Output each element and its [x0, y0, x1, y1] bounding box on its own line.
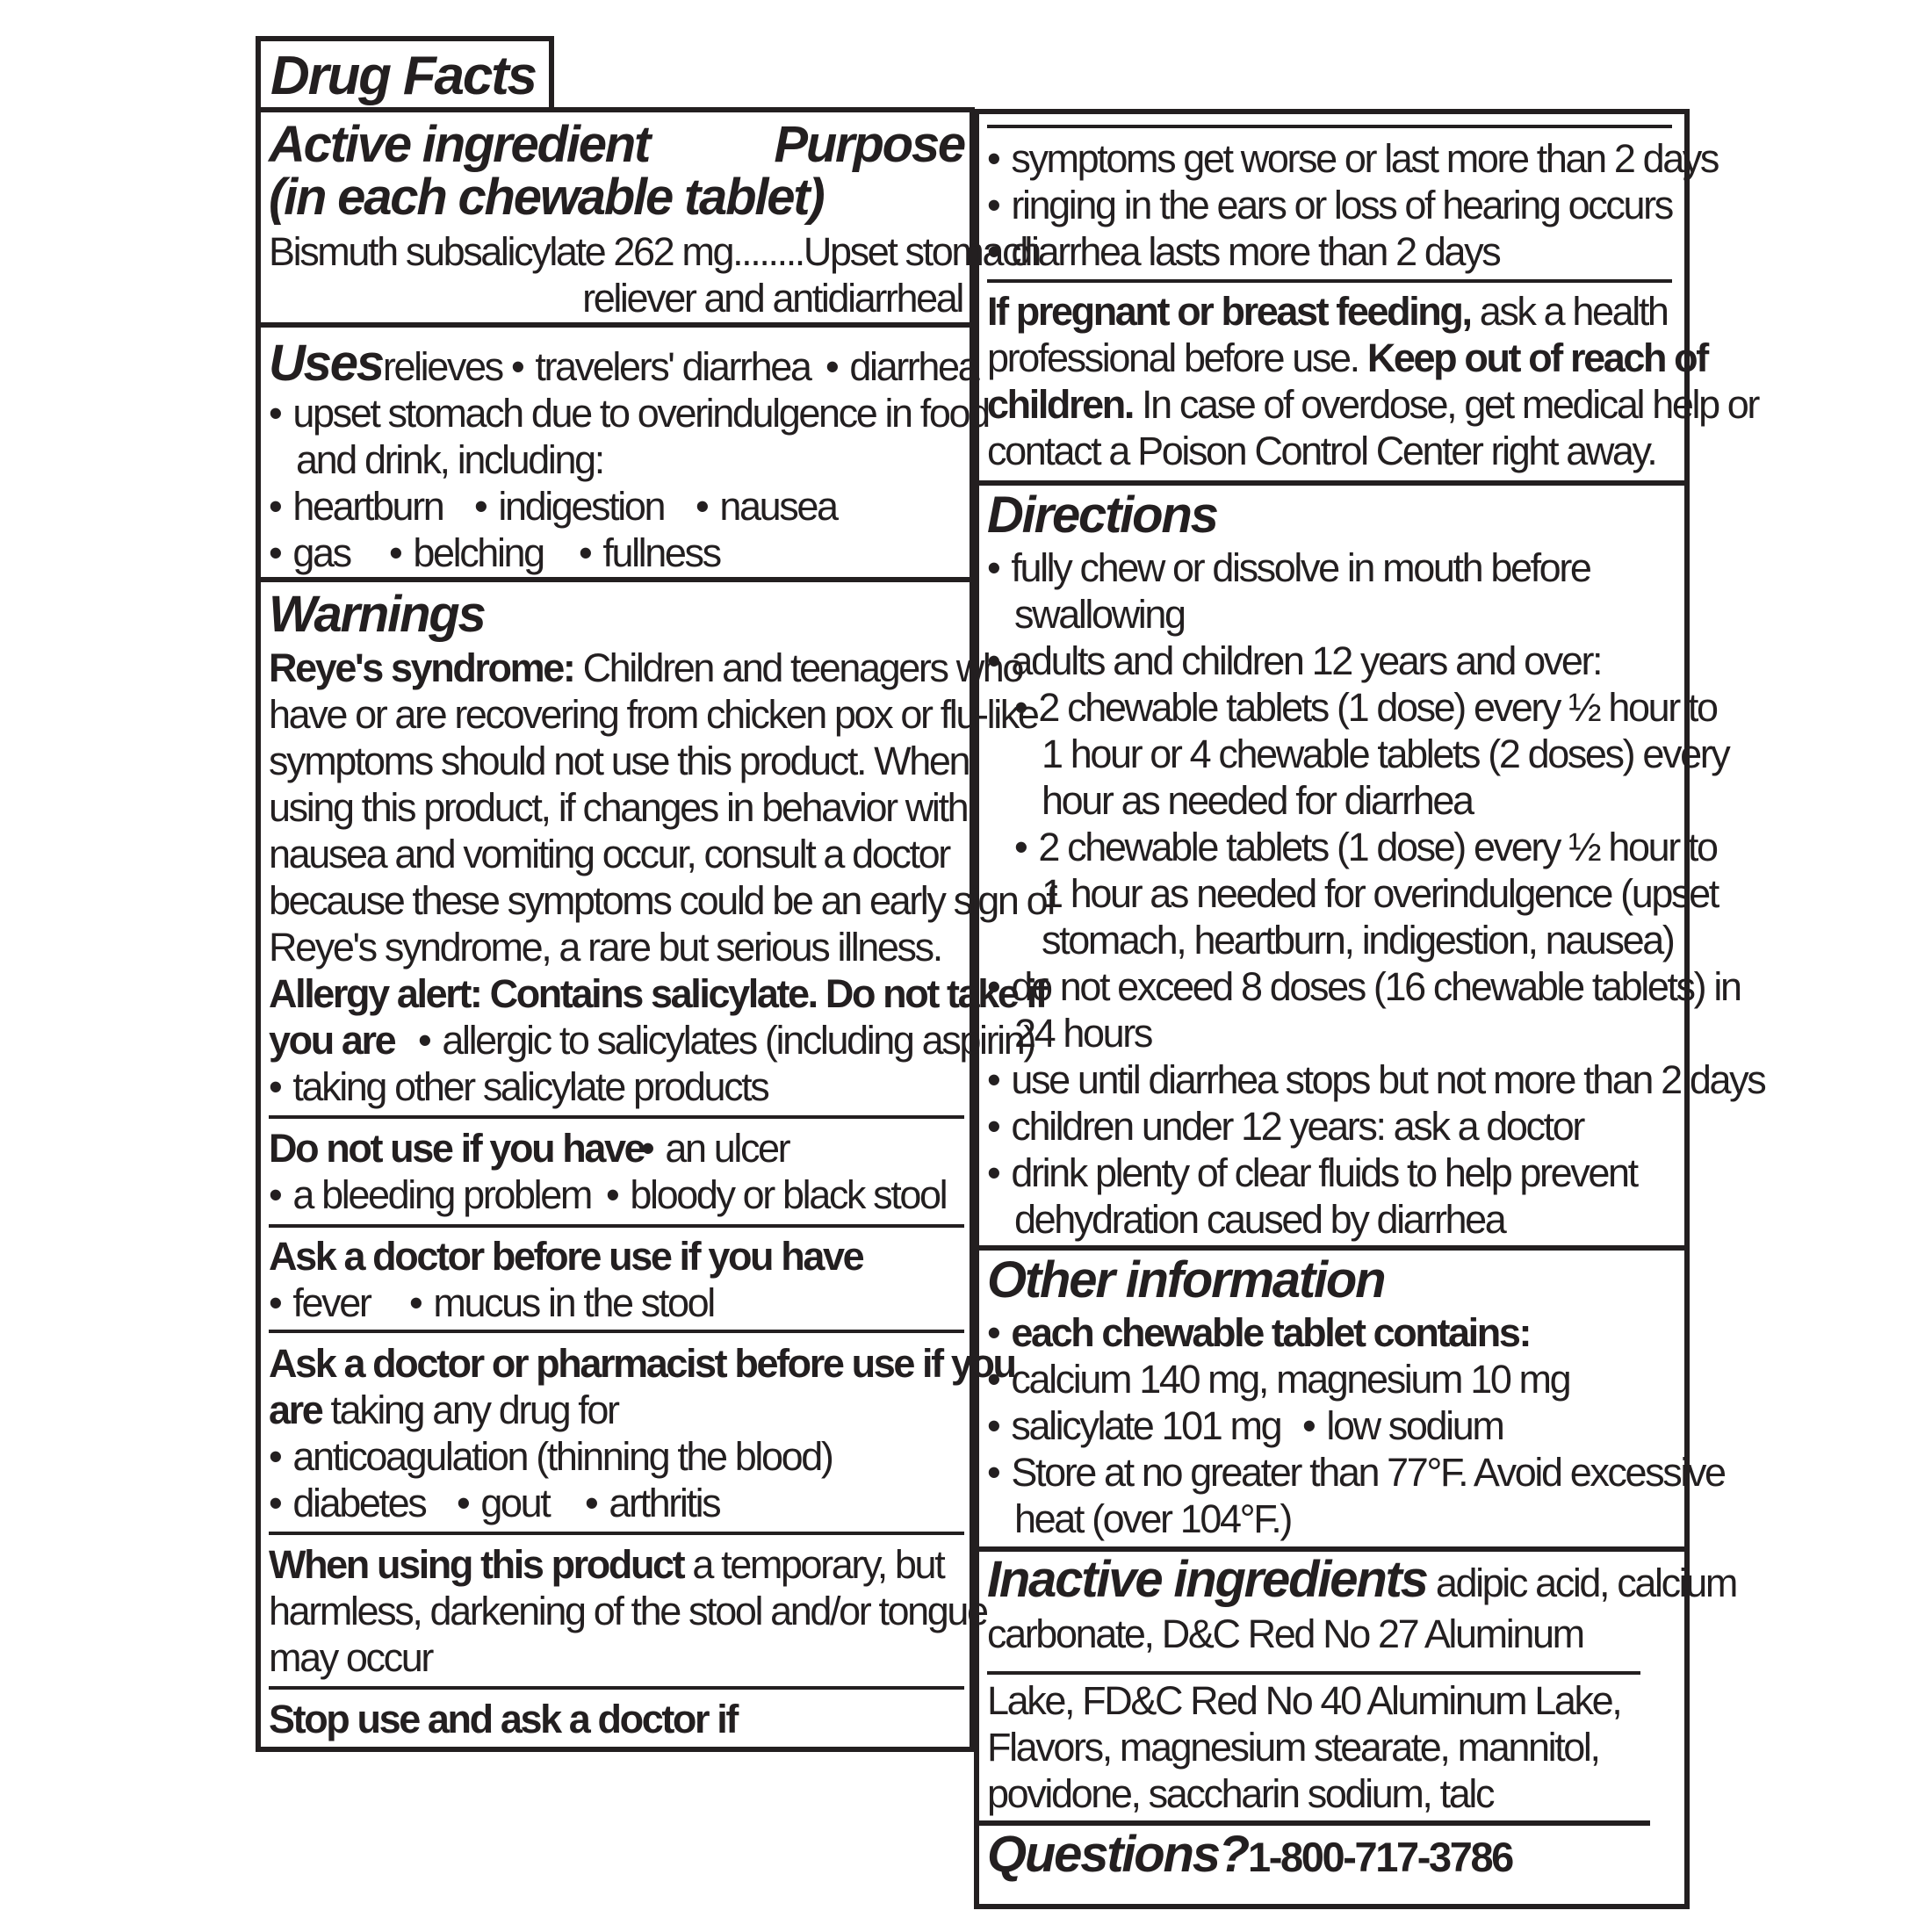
- donot-item3: • bloody or black stool: [606, 1171, 946, 1218]
- uses-item-upset-cont: and drink, including:: [296, 437, 603, 482]
- askdoc-label: Ask a doctor before use if you have: [269, 1234, 863, 1279]
- directions-line14: • drink plenty of clear fluids to help prevent: [987, 1150, 1637, 1196]
- other-line2: • calcium 140 mg, magnesium 10 mg: [987, 1356, 1569, 1402]
- directions-line6: hour as needed for diarrhea: [1042, 778, 1473, 823]
- reye-line7: Reye's syndrome, a rare but serious illness.: [269, 925, 941, 970]
- askpharm-label2: are: [269, 1388, 322, 1432]
- keep-text1: In case of overdose, get medical help or: [1142, 382, 1759, 427]
- keep-line2: contact a Poison Control Center right away.: [987, 429, 1656, 473]
- askpharm-item4: • arthritis: [585, 1480, 719, 1526]
- purpose-line: reliever and antidiarrheal: [582, 276, 962, 321]
- other-line4: • Store at no greater than 77°F. Avoid excessive: [987, 1449, 1725, 1496]
- when-line1: [269, 1541, 943, 1588]
- questions-phone: 1-800-717-3786: [1248, 1834, 1512, 1880]
- directions-line15: dehydration caused by diarrhea: [1014, 1197, 1505, 1242]
- askdoc-item2: • mucus in the stool: [409, 1280, 714, 1326]
- reye-text1: Children and teenagers who: [582, 645, 1023, 690]
- reye-line5: nausea and vomiting occur, consult a doctor: [269, 832, 949, 876]
- uses-sub-belching: • belching: [389, 530, 544, 576]
- directions-line7: • 2 chewable tablets (1 dose) every ½ hour to: [1014, 824, 1717, 870]
- askpharm-item1: • anticoagulation (thinning the blood): [269, 1433, 832, 1480]
- page-title: Drug Facts: [270, 46, 536, 106]
- reye-line4: using this product, if changes in behavior with: [269, 785, 968, 830]
- uses-sub-gas: • gas: [269, 530, 350, 576]
- keep-label2: children.: [987, 382, 1133, 427]
- questions-heading: Questions?: [987, 1826, 1249, 1883]
- preg-line1: [987, 288, 1668, 335]
- reye-line2: have or are recovering from chicken pox or flu-like: [269, 692, 1038, 737]
- directions-line3: • adults and children 12 years and over:: [987, 638, 1601, 684]
- questions-line: [987, 1826, 1512, 1883]
- when-label: When using this product: [269, 1542, 684, 1587]
- uses-sub-heartburn: • heartburn: [269, 483, 443, 530]
- directions-heading: Directions: [987, 487, 1217, 544]
- directions-line4: • 2 chewable tablets (1 dose) every ½ hour to: [1014, 684, 1717, 731]
- divider-inactive-mid: [987, 1671, 1640, 1675]
- directions-line2: swallowing: [1014, 592, 1185, 637]
- uses-heading: Uses: [269, 335, 383, 392]
- other-line3b: • low sodium: [1302, 1402, 1503, 1449]
- reye-label: Reye's syndrome:: [269, 645, 574, 690]
- inactive-line2: carbonate, D&C Red No 27 Aluminum: [987, 1611, 1583, 1656]
- askpharm-text: taking any drug for: [330, 1388, 618, 1432]
- allergy-line2: you are: [269, 1018, 395, 1063]
- active-heading: Active ingredient: [269, 116, 650, 173]
- allergy-item2: • taking other salicylate products: [269, 1063, 768, 1110]
- allergy-line1: Allergy alert: Contains salicylate. Do not take if: [269, 971, 1047, 1016]
- askpharm-item2: • diabetes: [269, 1480, 425, 1526]
- stop-item3: • diarrhea lasts more than 2 days: [987, 228, 1499, 275]
- other-line1: • each chewable tablet contains:: [987, 1309, 1530, 1356]
- divider-when: [269, 1686, 964, 1690]
- divider-allergy: [269, 1115, 964, 1119]
- directions-line12: • use until diarrhea stops but not more than 2 days: [987, 1056, 1764, 1103]
- askpharm-label1: Ask a doctor or pharmacist before use if you: [269, 1341, 1015, 1386]
- ingredient-line: Bismuth subsalicylate 262 mg........Upset stomach: [269, 229, 1040, 274]
- inactive-heading: Inactive ingredients: [987, 1551, 1427, 1608]
- divider-active: [256, 322, 975, 328]
- uses-line1: [269, 335, 502, 392]
- other-line5: heat (over 104°F.): [1014, 1496, 1291, 1541]
- donot-item2: • a bleeding problem: [269, 1171, 591, 1218]
- inactive-line4: Flavors, magnesium stearate, mannitol,: [987, 1725, 1599, 1770]
- uses-sub-fullness: • fullness: [579, 530, 720, 576]
- uses-intro: relieves: [382, 344, 502, 389]
- divider-preg: [974, 480, 1690, 486]
- divider-donot: [269, 1224, 964, 1228]
- active-subheading: (in each chewable tablet): [269, 169, 824, 226]
- askpharm-item3: • gout: [457, 1480, 549, 1526]
- when-line2: harmless, darkening of the stool and/or tongue: [269, 1589, 987, 1633]
- divider-askdoc: [269, 1330, 964, 1333]
- askpharm-line2: [269, 1387, 618, 1433]
- inactive-line1: [987, 1551, 1736, 1608]
- uses-item-travelers: • travelers' diarrhea: [511, 343, 811, 390]
- uses-item-diarrhea: • diarrhea: [825, 343, 977, 390]
- preg-text1: ask a health: [1479, 289, 1668, 334]
- preg-line2: [987, 335, 1707, 381]
- preg-text2: professional before use.: [987, 335, 1359, 380]
- stop-label: Stop use and ask a doctor if: [269, 1697, 737, 1741]
- keep-label1: Keep out of reach of: [1366, 335, 1707, 380]
- when-text1: a temporary, but: [692, 1542, 944, 1587]
- directions-line11: 24 hours: [1014, 1011, 1151, 1056]
- preg-label: If pregnant or breast feeding,: [987, 289, 1471, 334]
- divider-uses: [256, 577, 975, 582]
- when-line3: may occur: [269, 1635, 432, 1680]
- stop-item2: • ringing in the ears or loss of hearing occurs: [987, 182, 1672, 228]
- askdoc-item1: • fever: [269, 1280, 370, 1326]
- divider-askpharm: [269, 1532, 964, 1535]
- directions-line13: • children under 12 years: ask a doctor: [987, 1103, 1583, 1150]
- divider-directions: [974, 1245, 1690, 1251]
- stop-item1: • symptoms get worse or last more than 2 days: [987, 135, 1718, 182]
- allergy-item1: • allergic to salicylates (including aspirin): [418, 1017, 1034, 1063]
- donot-item1: • an ulcer: [641, 1125, 789, 1171]
- reye-line6: because these symptoms could be an early sign of: [269, 878, 1056, 923]
- purpose-heading: Purpose: [774, 116, 964, 173]
- directions-line5: 1 hour or 4 chewable tablets (2 doses) every: [1042, 732, 1729, 776]
- warnings-heading: Warnings: [269, 586, 485, 643]
- keep-line1: [987, 381, 1758, 428]
- directions-line8: 1 hour as needed for overindulgence (upset: [1042, 871, 1718, 916]
- divider-stop: [987, 279, 1672, 283]
- other-heading: Other information: [987, 1251, 1385, 1308]
- reye-line3: symptoms should not use this product. When: [269, 739, 970, 783]
- directions-line10: • do not exceed 8 doses (16 chewable tablets) in: [987, 963, 1741, 1010]
- inactive-text1: adipic acid, calcium: [1435, 1561, 1736, 1605]
- inactive-line3: Lake, FD&C Red No 40 Aluminum Lake,: [987, 1678, 1621, 1723]
- uses-sub-indigestion: • indigestion: [474, 483, 664, 530]
- reye-line1: [269, 645, 1022, 691]
- divider-right-top: [987, 125, 1672, 128]
- donot-label: Do not use if you have: [269, 1126, 645, 1171]
- directions-line1: • fully chew or dissolve in mouth before: [987, 544, 1590, 591]
- title-tab-underline: [256, 107, 554, 112]
- other-line3a: • salicylate 101 mg: [987, 1402, 1280, 1449]
- inactive-line5: povidone, saccharin sodium, talc: [987, 1771, 1494, 1816]
- uses-sub-nausea: • nausea: [696, 483, 837, 530]
- uses-item-upset: • upset stomach due to overindulgence in food: [269, 390, 989, 436]
- directions-line9: stomach, heartburn, indigestion, nausea): [1042, 918, 1674, 962]
